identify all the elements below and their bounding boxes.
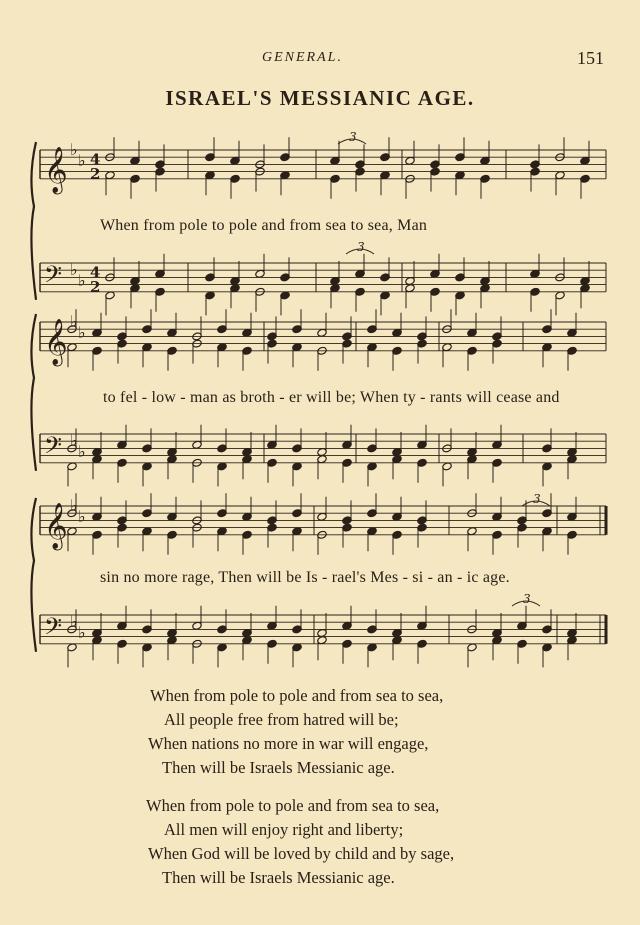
- triplet-mark: 3: [357, 240, 365, 254]
- system-brace: [31, 142, 36, 300]
- flat-icon: ♭: [70, 431, 78, 451]
- flat-icon: ♭: [70, 260, 78, 280]
- verse-1-line-2: All people free from hatred will be;: [164, 710, 399, 729]
- lyrics-system-1: When from pole to pole and from sea to sea, Man: [100, 217, 428, 234]
- verse-2-line-4: Then will be Israels Messianic age.: [162, 868, 395, 887]
- flat-icon: ♭: [70, 312, 78, 331]
- treble-clef-icon: 𝄞: [44, 146, 68, 193]
- flat-icon: ♭: [70, 612, 78, 632]
- verse-2-line-1: When from pole to pole and from sea to sea,: [146, 796, 440, 815]
- flat-icon: ♭: [78, 442, 86, 461]
- flat-icon: ♭: [70, 496, 78, 515]
- bass-clef-icon: 𝄢: [44, 612, 63, 646]
- system-brace: [31, 314, 36, 471]
- time-signature-top: 4: [90, 150, 101, 169]
- verse-1-line-4: Then will be Israels Messianic age.: [162, 758, 395, 777]
- treble-clef-icon: 𝄞: [44, 318, 68, 365]
- verse-1-line-3: When nations no more in war will engage,: [148, 734, 429, 753]
- treble-clef-icon: 𝄞: [44, 502, 68, 549]
- flat-icon: ♭: [70, 140, 78, 159]
- flat-icon: ♭: [78, 623, 86, 642]
- verse-2-line-3: When God will be loved by child and by sage,: [148, 844, 455, 863]
- bass-clef-icon: 𝄢: [44, 431, 63, 465]
- hymn-title: ISRAEL'S MESSIANIC AGE.: [165, 86, 475, 110]
- verse-1-line-1: When from pole to pole and from sea to sea,: [150, 686, 444, 705]
- time-signature-bottom: 2: [90, 164, 101, 183]
- verse-2-line-2: All men will enjoy right and liberty;: [164, 820, 404, 839]
- triplet-mark: 3: [533, 492, 541, 506]
- lyrics-system-2: to fel - low - man as broth - er will be; When ty - rants will cease and: [103, 389, 560, 406]
- flat-icon: ♭: [78, 506, 86, 526]
- triplet-mark: 3: [523, 592, 531, 606]
- flat-icon: ♭: [78, 322, 86, 342]
- bass-clef-icon: 𝄢: [44, 260, 63, 294]
- lyrics-system-3: sin no more rage, Then will be Is - rael's Mes - si - an - ic age.: [100, 569, 510, 586]
- time-signature-top: 4: [90, 263, 101, 282]
- triplet-mark: 3: [349, 130, 357, 144]
- system-brace: [31, 498, 36, 652]
- flat-icon: ♭: [78, 150, 86, 170]
- section-title: GENERAL.: [262, 50, 343, 65]
- flat-icon: ♭: [78, 271, 86, 290]
- page-number: 151: [577, 48, 604, 68]
- time-signature-bottom: 2: [90, 277, 101, 296]
